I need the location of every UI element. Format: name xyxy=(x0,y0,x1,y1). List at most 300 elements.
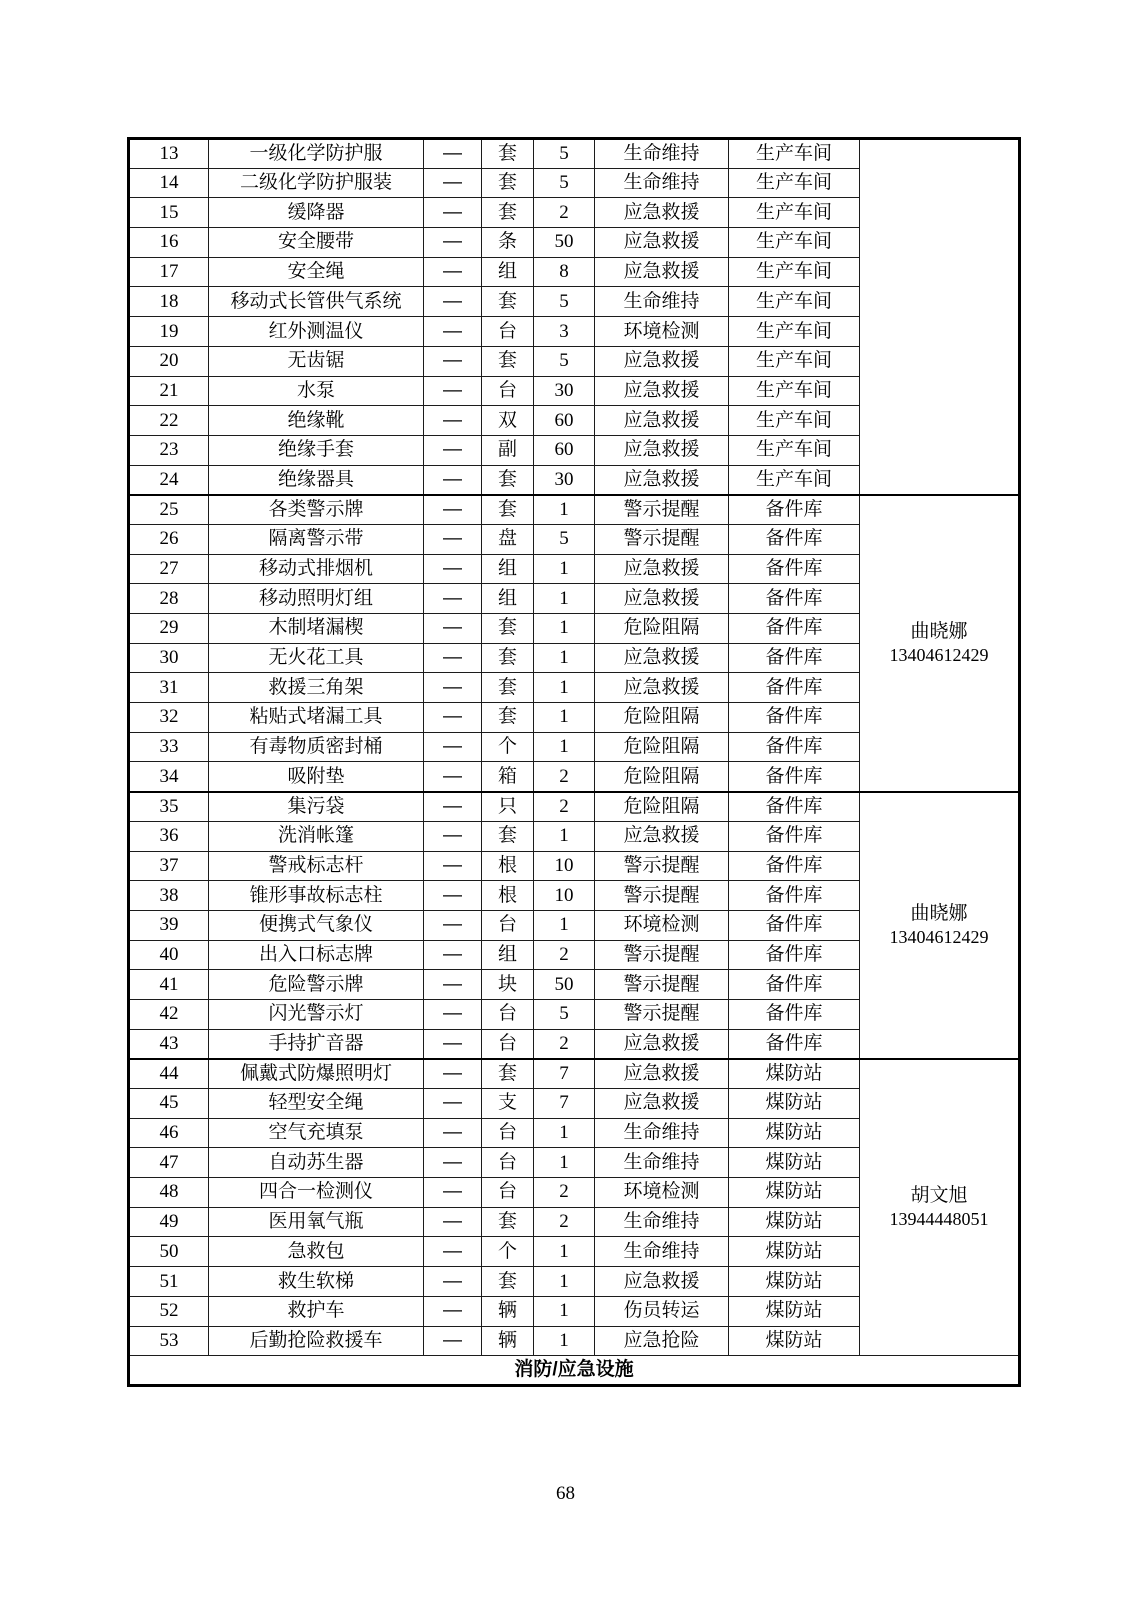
cell-quantity: 1 xyxy=(534,821,595,851)
cell-serial: 48 xyxy=(129,1178,209,1208)
cell-location: 生产车间 xyxy=(729,406,860,436)
cell-model: — xyxy=(424,851,482,881)
cell-model: — xyxy=(424,1207,482,1237)
cell-unit: 套 xyxy=(482,139,534,169)
cell-unit: 台 xyxy=(482,1029,534,1059)
cell-location: 生产车间 xyxy=(729,435,860,465)
cell-location: 生产车间 xyxy=(729,257,860,287)
cell-location: 备件库 xyxy=(729,732,860,762)
equipment-table-footer xyxy=(129,1356,1020,1386)
cell-model: — xyxy=(424,554,482,584)
cell-quantity: 1 xyxy=(534,910,595,940)
cell-item-name: 红外测温仪 xyxy=(209,317,424,347)
cell-location: 生产车间 xyxy=(729,465,860,495)
cell-model: — xyxy=(424,406,482,436)
cell-location: 煤防站 xyxy=(729,1089,860,1119)
cell-item-name: 闪光警示灯 xyxy=(209,999,424,1029)
cell-unit: 台 xyxy=(482,999,534,1029)
cell-model: — xyxy=(424,257,482,287)
cell-quantity: 5 xyxy=(534,287,595,317)
contact-phone: 13404612429 xyxy=(889,644,989,665)
cell-serial: 34 xyxy=(129,762,209,792)
cell-serial: 20 xyxy=(129,346,209,376)
cell-location: 备件库 xyxy=(729,821,860,851)
cell-item-name: 绝缘靴 xyxy=(209,406,424,436)
cell-item-name: 一级化学防护服 xyxy=(209,139,424,169)
cell-serial: 14 xyxy=(129,168,209,198)
cell-purpose: 应急救援 xyxy=(595,465,729,495)
cell-serial: 23 xyxy=(129,435,209,465)
cell-quantity: 1 xyxy=(534,554,595,584)
contact-phone: 13944448051 xyxy=(889,1209,989,1230)
cell-model: — xyxy=(424,732,482,762)
contact-cell xyxy=(860,1059,1020,1356)
cell-location: 煤防站 xyxy=(729,1326,860,1356)
cell-purpose: 生命维持 xyxy=(595,1148,729,1178)
cell-purpose: 警示提醒 xyxy=(595,970,729,1000)
cell-item-name: 移动式排烟机 xyxy=(209,554,424,584)
cell-quantity: 7 xyxy=(534,1089,595,1119)
contact-cell xyxy=(860,792,1020,1059)
cell-purpose: 生命维持 xyxy=(595,1118,729,1148)
cell-serial: 38 xyxy=(129,881,209,911)
table-row xyxy=(129,495,1020,525)
cell-unit: 套 xyxy=(482,287,534,317)
table-row xyxy=(129,139,1020,169)
cell-purpose: 警示提醒 xyxy=(595,851,729,881)
cell-item-name: 轻型安全绳 xyxy=(209,1089,424,1119)
cell-model: — xyxy=(424,762,482,792)
cell-model: — xyxy=(424,198,482,228)
cell-quantity: 5 xyxy=(534,999,595,1029)
cell-unit: 套 xyxy=(482,1207,534,1237)
cell-unit: 根 xyxy=(482,851,534,881)
cell-unit: 组 xyxy=(482,257,534,287)
cell-model: — xyxy=(424,346,482,376)
cell-location: 备件库 xyxy=(729,1029,860,1059)
cell-model: — xyxy=(424,1148,482,1178)
cell-serial: 49 xyxy=(129,1207,209,1237)
cell-purpose: 环境检测 xyxy=(595,1178,729,1208)
cell-model: — xyxy=(424,168,482,198)
cell-item-name: 医用氧气瓶 xyxy=(209,1207,424,1237)
cell-location: 备件库 xyxy=(729,851,860,881)
cell-location: 煤防站 xyxy=(729,1178,860,1208)
cell-serial: 13 xyxy=(129,139,209,169)
cell-location: 煤防站 xyxy=(729,1148,860,1178)
cell-model: — xyxy=(424,435,482,465)
cell-model: — xyxy=(424,228,482,258)
cell-unit: 个 xyxy=(482,732,534,762)
cell-unit: 台 xyxy=(482,910,534,940)
cell-serial: 39 xyxy=(129,910,209,940)
cell-item-name: 集污袋 xyxy=(209,792,424,822)
cell-model: — xyxy=(424,643,482,673)
cell-unit: 根 xyxy=(482,881,534,911)
cell-item-name: 警戒标志杆 xyxy=(209,851,424,881)
cell-model: — xyxy=(424,524,482,554)
cell-unit: 套 xyxy=(482,673,534,703)
cell-quantity: 2 xyxy=(534,940,595,970)
cell-location: 生产车间 xyxy=(729,287,860,317)
cell-item-name: 隔离警示带 xyxy=(209,524,424,554)
cell-unit: 条 xyxy=(482,228,534,258)
cell-location: 煤防站 xyxy=(729,1059,860,1089)
cell-quantity: 50 xyxy=(534,228,595,258)
cell-item-name: 危险警示牌 xyxy=(209,970,424,1000)
cell-serial: 16 xyxy=(129,228,209,258)
cell-model: — xyxy=(424,139,482,169)
cell-purpose: 生命维持 xyxy=(595,139,729,169)
cell-purpose: 应急救援 xyxy=(595,406,729,436)
cell-unit: 块 xyxy=(482,970,534,1000)
cell-model: — xyxy=(424,1059,482,1089)
cell-item-name: 无火花工具 xyxy=(209,643,424,673)
cell-purpose: 应急救援 xyxy=(595,198,729,228)
cell-location: 备件库 xyxy=(729,554,860,584)
cell-serial: 47 xyxy=(129,1148,209,1178)
cell-location: 备件库 xyxy=(729,614,860,644)
cell-item-name: 洗消帐篷 xyxy=(209,821,424,851)
cell-model: — xyxy=(424,792,482,822)
cell-unit: 台 xyxy=(482,376,534,406)
cell-purpose: 环境检测 xyxy=(595,317,729,347)
cell-purpose: 应急救援 xyxy=(595,1089,729,1119)
cell-quantity: 50 xyxy=(534,970,595,1000)
cell-serial: 46 xyxy=(129,1118,209,1148)
cell-purpose: 警示提醒 xyxy=(595,940,729,970)
cell-serial: 52 xyxy=(129,1296,209,1326)
cell-location: 备件库 xyxy=(729,495,860,525)
cell-model: — xyxy=(424,673,482,703)
cell-item-name: 吸附垫 xyxy=(209,762,424,792)
cell-location: 生产车间 xyxy=(729,376,860,406)
cell-serial: 29 xyxy=(129,614,209,644)
cell-item-name: 各类警示牌 xyxy=(209,495,424,525)
cell-purpose: 应急救援 xyxy=(595,346,729,376)
cell-serial: 15 xyxy=(129,198,209,228)
cell-quantity: 1 xyxy=(534,1296,595,1326)
cell-model: — xyxy=(424,465,482,495)
cell-unit: 箱 xyxy=(482,762,534,792)
cell-location: 生产车间 xyxy=(729,346,860,376)
cell-purpose: 生命维持 xyxy=(595,287,729,317)
cell-item-name: 水泵 xyxy=(209,376,424,406)
cell-item-name: 便携式气象仪 xyxy=(209,910,424,940)
cell-location: 生产车间 xyxy=(729,228,860,258)
cell-location: 生产车间 xyxy=(729,198,860,228)
cell-unit: 套 xyxy=(482,198,534,228)
cell-quantity: 5 xyxy=(534,346,595,376)
cell-model: — xyxy=(424,584,482,614)
cell-serial: 50 xyxy=(129,1237,209,1267)
cell-quantity: 5 xyxy=(534,524,595,554)
cell-serial: 41 xyxy=(129,970,209,1000)
cell-item-name: 二级化学防护服装 xyxy=(209,168,424,198)
cell-item-name: 自动苏生器 xyxy=(209,1148,424,1178)
cell-unit: 套 xyxy=(482,703,534,733)
cell-purpose: 应急救援 xyxy=(595,1267,729,1297)
cell-serial: 44 xyxy=(129,1059,209,1089)
cell-location: 备件库 xyxy=(729,910,860,940)
cell-quantity: 60 xyxy=(534,406,595,436)
cell-location: 生产车间 xyxy=(729,317,860,347)
cell-item-name: 移动照明灯组 xyxy=(209,584,424,614)
cell-unit: 组 xyxy=(482,584,534,614)
cell-model: — xyxy=(424,1089,482,1119)
cell-model: — xyxy=(424,287,482,317)
equipment-table xyxy=(127,137,1021,1387)
table-row xyxy=(129,1059,1020,1089)
cell-purpose: 生命维持 xyxy=(595,168,729,198)
cell-model: — xyxy=(424,1296,482,1326)
cell-model: — xyxy=(424,940,482,970)
cell-serial: 35 xyxy=(129,792,209,822)
cell-location: 备件库 xyxy=(729,999,860,1029)
cell-location: 备件库 xyxy=(729,792,860,822)
cell-unit: 支 xyxy=(482,1089,534,1119)
cell-serial: 31 xyxy=(129,673,209,703)
cell-location: 备件库 xyxy=(729,881,860,911)
cell-location: 煤防站 xyxy=(729,1118,860,1148)
cell-unit: 台 xyxy=(482,317,534,347)
cell-serial: 42 xyxy=(129,999,209,1029)
cell-purpose: 应急救援 xyxy=(595,1059,729,1089)
cell-unit: 套 xyxy=(482,614,534,644)
cell-purpose: 警示提醒 xyxy=(595,524,729,554)
cell-serial: 25 xyxy=(129,495,209,525)
cell-purpose: 应急救援 xyxy=(595,643,729,673)
cell-item-name: 救护车 xyxy=(209,1296,424,1326)
cell-serial: 22 xyxy=(129,406,209,436)
cell-location: 生产车间 xyxy=(729,168,860,198)
cell-location: 备件库 xyxy=(729,762,860,792)
cell-purpose: 应急救援 xyxy=(595,821,729,851)
cell-serial: 32 xyxy=(129,703,209,733)
contact-name: 曲晓娜 xyxy=(910,620,968,642)
cell-unit: 个 xyxy=(482,1237,534,1267)
cell-purpose: 应急抢险 xyxy=(595,1326,729,1356)
cell-model: — xyxy=(424,1326,482,1356)
cell-quantity: 7 xyxy=(534,1059,595,1089)
cell-model: — xyxy=(424,614,482,644)
cell-model: — xyxy=(424,1267,482,1297)
contact-name: 胡文旭 xyxy=(910,1185,968,1207)
cell-quantity: 1 xyxy=(534,703,595,733)
cell-quantity: 1 xyxy=(534,673,595,703)
cell-model: — xyxy=(424,317,482,347)
cell-quantity: 1 xyxy=(534,643,595,673)
cell-item-name: 安全绳 xyxy=(209,257,424,287)
cell-model: — xyxy=(424,1118,482,1148)
cell-location: 煤防站 xyxy=(729,1237,860,1267)
cell-quantity: 1 xyxy=(534,495,595,525)
cell-quantity: 2 xyxy=(534,792,595,822)
cell-serial: 36 xyxy=(129,821,209,851)
cell-item-name: 出入口标志牌 xyxy=(209,940,424,970)
cell-unit: 台 xyxy=(482,1118,534,1148)
cell-quantity: 1 xyxy=(534,732,595,762)
cell-purpose: 危险阻隔 xyxy=(595,614,729,644)
cell-purpose: 应急救援 xyxy=(595,1029,729,1059)
cell-purpose: 应急救援 xyxy=(595,435,729,465)
cell-location: 备件库 xyxy=(729,643,860,673)
cell-location: 备件库 xyxy=(729,970,860,1000)
cell-purpose: 应急救援 xyxy=(595,584,729,614)
cell-quantity: 1 xyxy=(534,614,595,644)
table-row xyxy=(129,792,1020,822)
cell-location: 备件库 xyxy=(729,940,860,970)
cell-purpose: 危险阻隔 xyxy=(595,762,729,792)
cell-unit: 套 xyxy=(482,821,534,851)
cell-item-name: 后勤抢险救援车 xyxy=(209,1326,424,1356)
cell-quantity: 2 xyxy=(534,198,595,228)
cell-serial: 21 xyxy=(129,376,209,406)
cell-serial: 18 xyxy=(129,287,209,317)
cell-unit: 台 xyxy=(482,1148,534,1178)
cell-item-name: 佩戴式防爆照明灯 xyxy=(209,1059,424,1089)
cell-unit: 套 xyxy=(482,346,534,376)
cell-purpose: 危险阻隔 xyxy=(595,732,729,762)
section-footer-title: 消防/应急设施 xyxy=(129,1356,1020,1386)
cell-item-name: 急救包 xyxy=(209,1237,424,1267)
equipment-table-body xyxy=(129,139,1020,1356)
cell-model: — xyxy=(424,1178,482,1208)
cell-model: — xyxy=(424,881,482,911)
cell-location: 备件库 xyxy=(729,673,860,703)
cell-serial: 24 xyxy=(129,465,209,495)
cell-model: — xyxy=(424,910,482,940)
cell-quantity: 30 xyxy=(534,465,595,495)
cell-item-name: 缓降器 xyxy=(209,198,424,228)
cell-serial: 37 xyxy=(129,851,209,881)
cell-model: — xyxy=(424,970,482,1000)
cell-location: 煤防站 xyxy=(729,1207,860,1237)
cell-quantity: 1 xyxy=(534,1118,595,1148)
cell-quantity: 1 xyxy=(534,584,595,614)
cell-item-name: 移动式长管供气系统 xyxy=(209,287,424,317)
cell-serial: 27 xyxy=(129,554,209,584)
cell-purpose: 伤员转运 xyxy=(595,1296,729,1326)
cell-location: 备件库 xyxy=(729,524,860,554)
cell-purpose: 警示提醒 xyxy=(595,495,729,525)
cell-model: — xyxy=(424,821,482,851)
cell-location: 煤防站 xyxy=(729,1267,860,1297)
cell-item-name: 空气充填泵 xyxy=(209,1118,424,1148)
contact-name: 曲晓娜 xyxy=(910,902,968,924)
cell-item-name: 救生软梯 xyxy=(209,1267,424,1297)
cell-unit: 套 xyxy=(482,643,534,673)
cell-quantity: 3 xyxy=(534,317,595,347)
cell-item-name: 安全腰带 xyxy=(209,228,424,258)
cell-serial: 51 xyxy=(129,1267,209,1297)
cell-item-name: 粘贴式堵漏工具 xyxy=(209,703,424,733)
cell-unit: 辆 xyxy=(482,1296,534,1326)
cell-purpose: 警示提醒 xyxy=(595,881,729,911)
cell-unit: 套 xyxy=(482,1267,534,1297)
cell-location: 备件库 xyxy=(729,584,860,614)
cell-unit: 副 xyxy=(482,435,534,465)
cell-item-name: 绝缘手套 xyxy=(209,435,424,465)
contact-cell xyxy=(860,139,1020,495)
cell-item-name: 锥形事故标志柱 xyxy=(209,881,424,911)
cell-unit: 盘 xyxy=(482,524,534,554)
cell-purpose: 生命维持 xyxy=(595,1207,729,1237)
cell-unit: 组 xyxy=(482,554,534,584)
cell-serial: 40 xyxy=(129,940,209,970)
contact-phone: 13404612429 xyxy=(889,926,989,947)
page-number: 68 xyxy=(556,1483,575,1504)
cell-quantity: 5 xyxy=(534,168,595,198)
cell-quantity: 2 xyxy=(534,1178,595,1208)
cell-unit: 套 xyxy=(482,168,534,198)
cell-serial: 45 xyxy=(129,1089,209,1119)
cell-purpose: 警示提醒 xyxy=(595,999,729,1029)
cell-unit: 套 xyxy=(482,465,534,495)
cell-quantity: 1 xyxy=(534,1267,595,1297)
cell-model: — xyxy=(424,376,482,406)
cell-serial: 19 xyxy=(129,317,209,347)
cell-purpose: 危险阻隔 xyxy=(595,792,729,822)
cell-model: — xyxy=(424,703,482,733)
cell-quantity: 2 xyxy=(534,762,595,792)
cell-quantity: 5 xyxy=(534,139,595,169)
cell-serial: 26 xyxy=(129,524,209,554)
cell-purpose: 应急救援 xyxy=(595,673,729,703)
cell-item-name: 有毒物质密封桶 xyxy=(209,732,424,762)
cell-serial: 53 xyxy=(129,1326,209,1356)
cell-item-name: 无齿锯 xyxy=(209,346,424,376)
cell-serial: 28 xyxy=(129,584,209,614)
cell-quantity: 30 xyxy=(534,376,595,406)
cell-quantity: 1 xyxy=(534,1326,595,1356)
cell-serial: 30 xyxy=(129,643,209,673)
cell-unit: 双 xyxy=(482,406,534,436)
cell-item-name: 手持扩音器 xyxy=(209,1029,424,1059)
cell-location: 煤防站 xyxy=(729,1296,860,1326)
cell-purpose: 应急救援 xyxy=(595,554,729,584)
cell-model: — xyxy=(424,495,482,525)
cell-quantity: 2 xyxy=(534,1029,595,1059)
cell-item-name: 四合一检测仪 xyxy=(209,1178,424,1208)
cell-item-name: 木制堵漏楔 xyxy=(209,614,424,644)
cell-unit: 辆 xyxy=(482,1326,534,1356)
cell-purpose: 环境检测 xyxy=(595,910,729,940)
cell-quantity: 1 xyxy=(534,1237,595,1267)
cell-unit: 只 xyxy=(482,792,534,822)
cell-quantity: 60 xyxy=(534,435,595,465)
cell-model: — xyxy=(424,1237,482,1267)
cell-location: 生产车间 xyxy=(729,139,860,169)
contact-cell xyxy=(860,495,1020,792)
cell-purpose: 生命维持 xyxy=(595,1237,729,1267)
cell-model: — xyxy=(424,1029,482,1059)
cell-serial: 17 xyxy=(129,257,209,287)
cell-purpose: 应急救援 xyxy=(595,228,729,258)
cell-location: 备件库 xyxy=(729,703,860,733)
cell-unit: 套 xyxy=(482,1059,534,1089)
section-footer-row xyxy=(129,1356,1020,1386)
cell-quantity: 1 xyxy=(534,1148,595,1178)
cell-serial: 33 xyxy=(129,732,209,762)
cell-purpose: 应急救援 xyxy=(595,376,729,406)
cell-purpose: 应急救援 xyxy=(595,257,729,287)
cell-quantity: 8 xyxy=(534,257,595,287)
cell-item-name: 救援三角架 xyxy=(209,673,424,703)
cell-quantity: 10 xyxy=(534,851,595,881)
cell-unit: 套 xyxy=(482,495,534,525)
cell-unit: 台 xyxy=(482,1178,534,1208)
